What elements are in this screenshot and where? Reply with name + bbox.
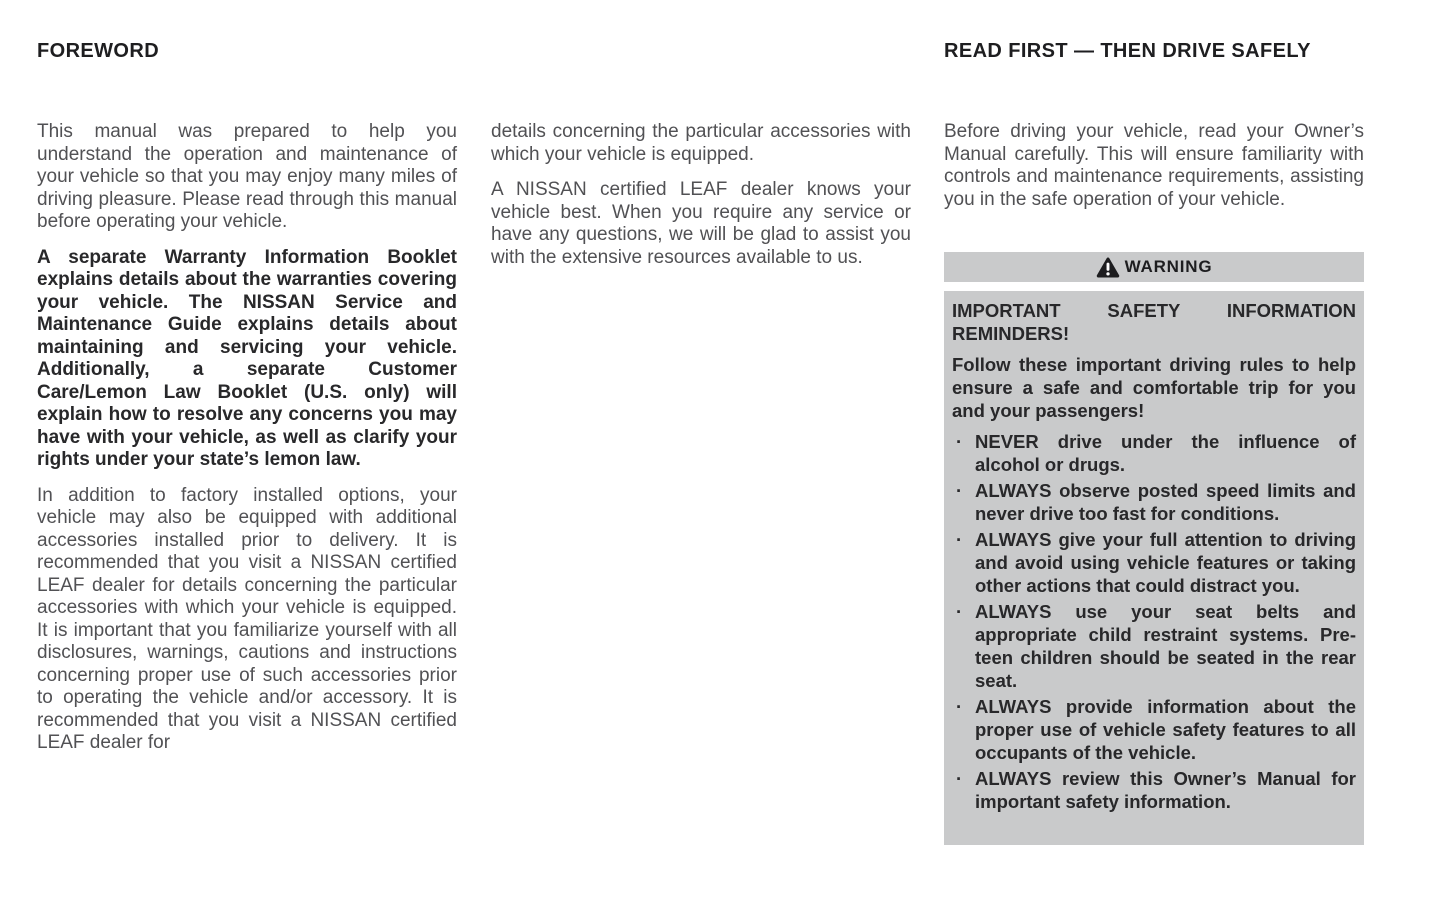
bullet-dot: · <box>956 431 963 452</box>
read-first-intro-paragraph: Before driving your vehicle, read your Owner’s Manual carefully. This will ensure familiarity with controls and maintenance requirements, assisting you in the safe operation of your vehicle. <box>944 121 1364 210</box>
foreword-paragraph-1: This manual was prepared to help you understand the operation and maintenance of your vehicle so that you may enjoy many miles of driving pleasure. Please read through this manual before operating your vehicle. <box>37 121 457 232</box>
bullet-dot: · <box>956 768 963 789</box>
warning-triangle-icon <box>1096 257 1120 278</box>
warning-bullet-5 <box>952 695 1356 764</box>
warning-bullet-1 <box>952 430 1356 476</box>
foreword-body <box>37 121 457 768</box>
foreword-paragraph-2: A separate Warranty Information Booklet explains details about the warranties covering your vehicle. The NISSAN Service and Maintenance Guide explains details about maintaining and servicing your vehicle. Additionally, a separate Customer Care/Lemon Law Booklet (U.S. only) will explain how to resolve any concerns you may have with your vehicle, as well as clarify your rights under your state’s lemon law. <box>37 246 457 470</box>
warning-box-subtitle: Follow these important driving rules to help ensure a safe and comfortable trip for you and your passengers! <box>952 354 1356 421</box>
bullet-dot: · <box>956 601 963 622</box>
warning-bullet-text: ALWAYS observe posted speed limits and never drive too fast for conditions. <box>975 480 1356 524</box>
warning-bullet-text: ALWAYS give your full attention to driving and avoid using vehicle features or taking other actions that could distract you. <box>975 529 1356 596</box>
foreword-paragraph-3: In addition to factory installed options, your vehicle may also be equipped with additional accessories installed prior to delivery. It is recommended that you visit a NISSAN certified LEAF dealer for details concerning the particular accessories with which your vehicle is equipped. It is important that you familiarize yourself with all disclosures, warnings, cautions and instructions concerning proper use of such accessories prior to operating the vehicle and/or accessory. It is recommended that you visit a NISSAN certified LEAF dealer for <box>37 484 457 753</box>
warning-bullet-text: ALWAYS use your seat belts and appropriate child restraint systems. Pre-teen children should be seated in the rear seat. <box>975 601 1356 691</box>
warning-header-bar <box>944 252 1364 282</box>
foreword-heading: FOREWORD <box>37 40 160 62</box>
warning-bullet-4 <box>952 600 1356 692</box>
read-first-heading: READ FIRST — THEN DRIVE SAFELY <box>944 40 1311 62</box>
continuation-body <box>491 121 911 282</box>
continuation-paragraph-1: details concerning the particular accessories with which your vehicle is equipped. <box>491 121 911 165</box>
warning-bullet-6 <box>952 767 1356 813</box>
bullet-dot: · <box>956 696 963 717</box>
warning-bullet-text: ALWAYS review this Owner’s Manual for important safety information. <box>975 768 1356 812</box>
warning-bullet-text: ALWAYS provide information about the proper use of vehicle safety features to all occupants of the vehicle. <box>975 696 1356 763</box>
warning-bullet-text: NEVER drive under the influence of alcohol or drugs. <box>975 431 1356 475</box>
bullet-dot: · <box>956 529 963 550</box>
bullet-dot: · <box>956 480 963 501</box>
warning-box <box>944 291 1364 845</box>
warning-label: WARNING <box>1124 257 1213 276</box>
continuation-paragraph-2: A NISSAN certified LEAF dealer knows your vehicle best. When you require any service or have any questions, we will be glad to assist you with the extensive resources available to us. <box>491 179 911 268</box>
warning-box-title: IMPORTANT SAFETY INFORMATION REMINDERS! <box>952 300 1356 344</box>
read-first-body <box>944 121 1364 224</box>
warning-bullet-2 <box>952 479 1356 525</box>
warning-bullet-3 <box>952 528 1356 597</box>
